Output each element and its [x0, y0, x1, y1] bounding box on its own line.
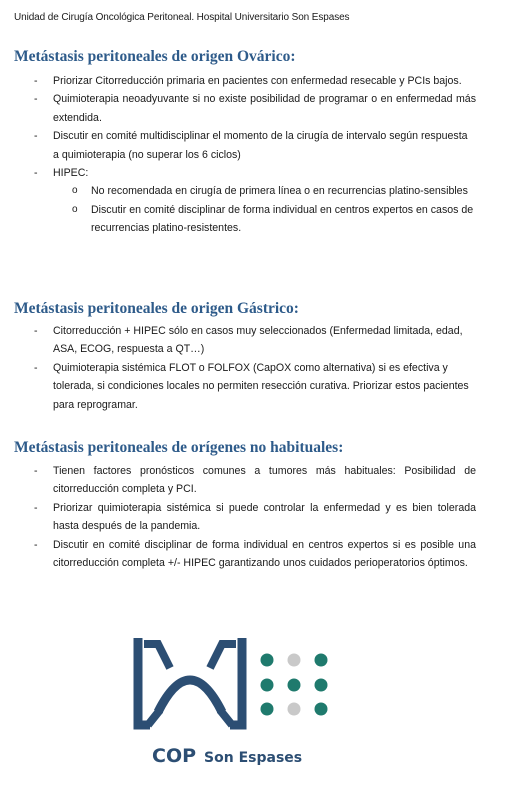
list-item: - Citorreducción + HIPEC sólo en casos muy seleccionados (Enfermedad limitada, edad, ASA, ECOG, respuesta a QT…)	[34, 325, 463, 356]
document-header: Unidad de Cirugía Oncológica Peritoneal. Hospital Universitario Son Espases	[14, 12, 350, 23]
hipec-sublist	[53, 182, 476, 237]
list-item: - Discutir en comité multidisciplinar el momento de la cirugía de intervalo según respuesta a quimioterapia (no superar los 6 ciclos)	[34, 130, 468, 161]
list-item: - Priorizar quimioterapia sistémica si puede controlar la enfermedad y es bien tolerada hasta después de la pandemia.	[34, 501, 476, 533]
list-item: - Quimioterapia neoadyuvante si no existe posibilidad de programar o en enfermedad más extendida.	[34, 93, 476, 124]
logo-wordmark	[152, 745, 302, 767]
section-title-gastric: Metástasis peritoneales de origen Gástrico:	[14, 300, 299, 317]
logo-name: COP	[152, 745, 197, 767]
section-title-unusual: Metástasis peritoneales de orígenes no habituales:	[14, 439, 344, 456]
list-item: - Discutir en comité disciplinar de forma individual en centros expertos si es posible una citorreducción completa +/- HIPEC garantizando unos cuidados perioperatorios óptimos.	[34, 538, 476, 570]
unusual-list	[24, 462, 476, 572]
list-item: - Quimioterapia sistémica FLOT o FOLFOX (CapOX como alternativa) si es efectiva y tolerada, si condiciones locales no permiten resección curativa. Priorizar estos pacientes para reprogramar.	[34, 361, 469, 411]
sub-list-item: o No recomendada en cirugía de primera línea o en recurrencias platino-sensibles	[72, 185, 468, 198]
logo-subtitle: Son Espases	[204, 750, 303, 766]
list-item: - Tienen factores pronósticos comunes a tumores más habituales: Posibilidad de citorreducción completa y PCI.	[34, 465, 476, 496]
list-item: - HIPEC: o No recomendada en cirugía de primera línea o en recurrencias platino-sensibles o Discutir en comité disciplinar de forma individual en centros expertos en casos de recurrencias platino-resistentes.	[24, 164, 476, 238]
list-item: - Priorizar Citorreducción primaria en pacientes con enfermedad resecable y PCIs bajos.	[34, 75, 462, 87]
sub-list-item: o Discutir en comité disciplinar de forma individual en centros expertos en casos de recurrencias platino-resistentes.	[72, 203, 474, 235]
section-title-ovarian: Metástasis peritoneales de origen Ovárico:	[14, 48, 296, 65]
ovarian-list	[24, 72, 476, 238]
gastric-list	[24, 322, 476, 414]
